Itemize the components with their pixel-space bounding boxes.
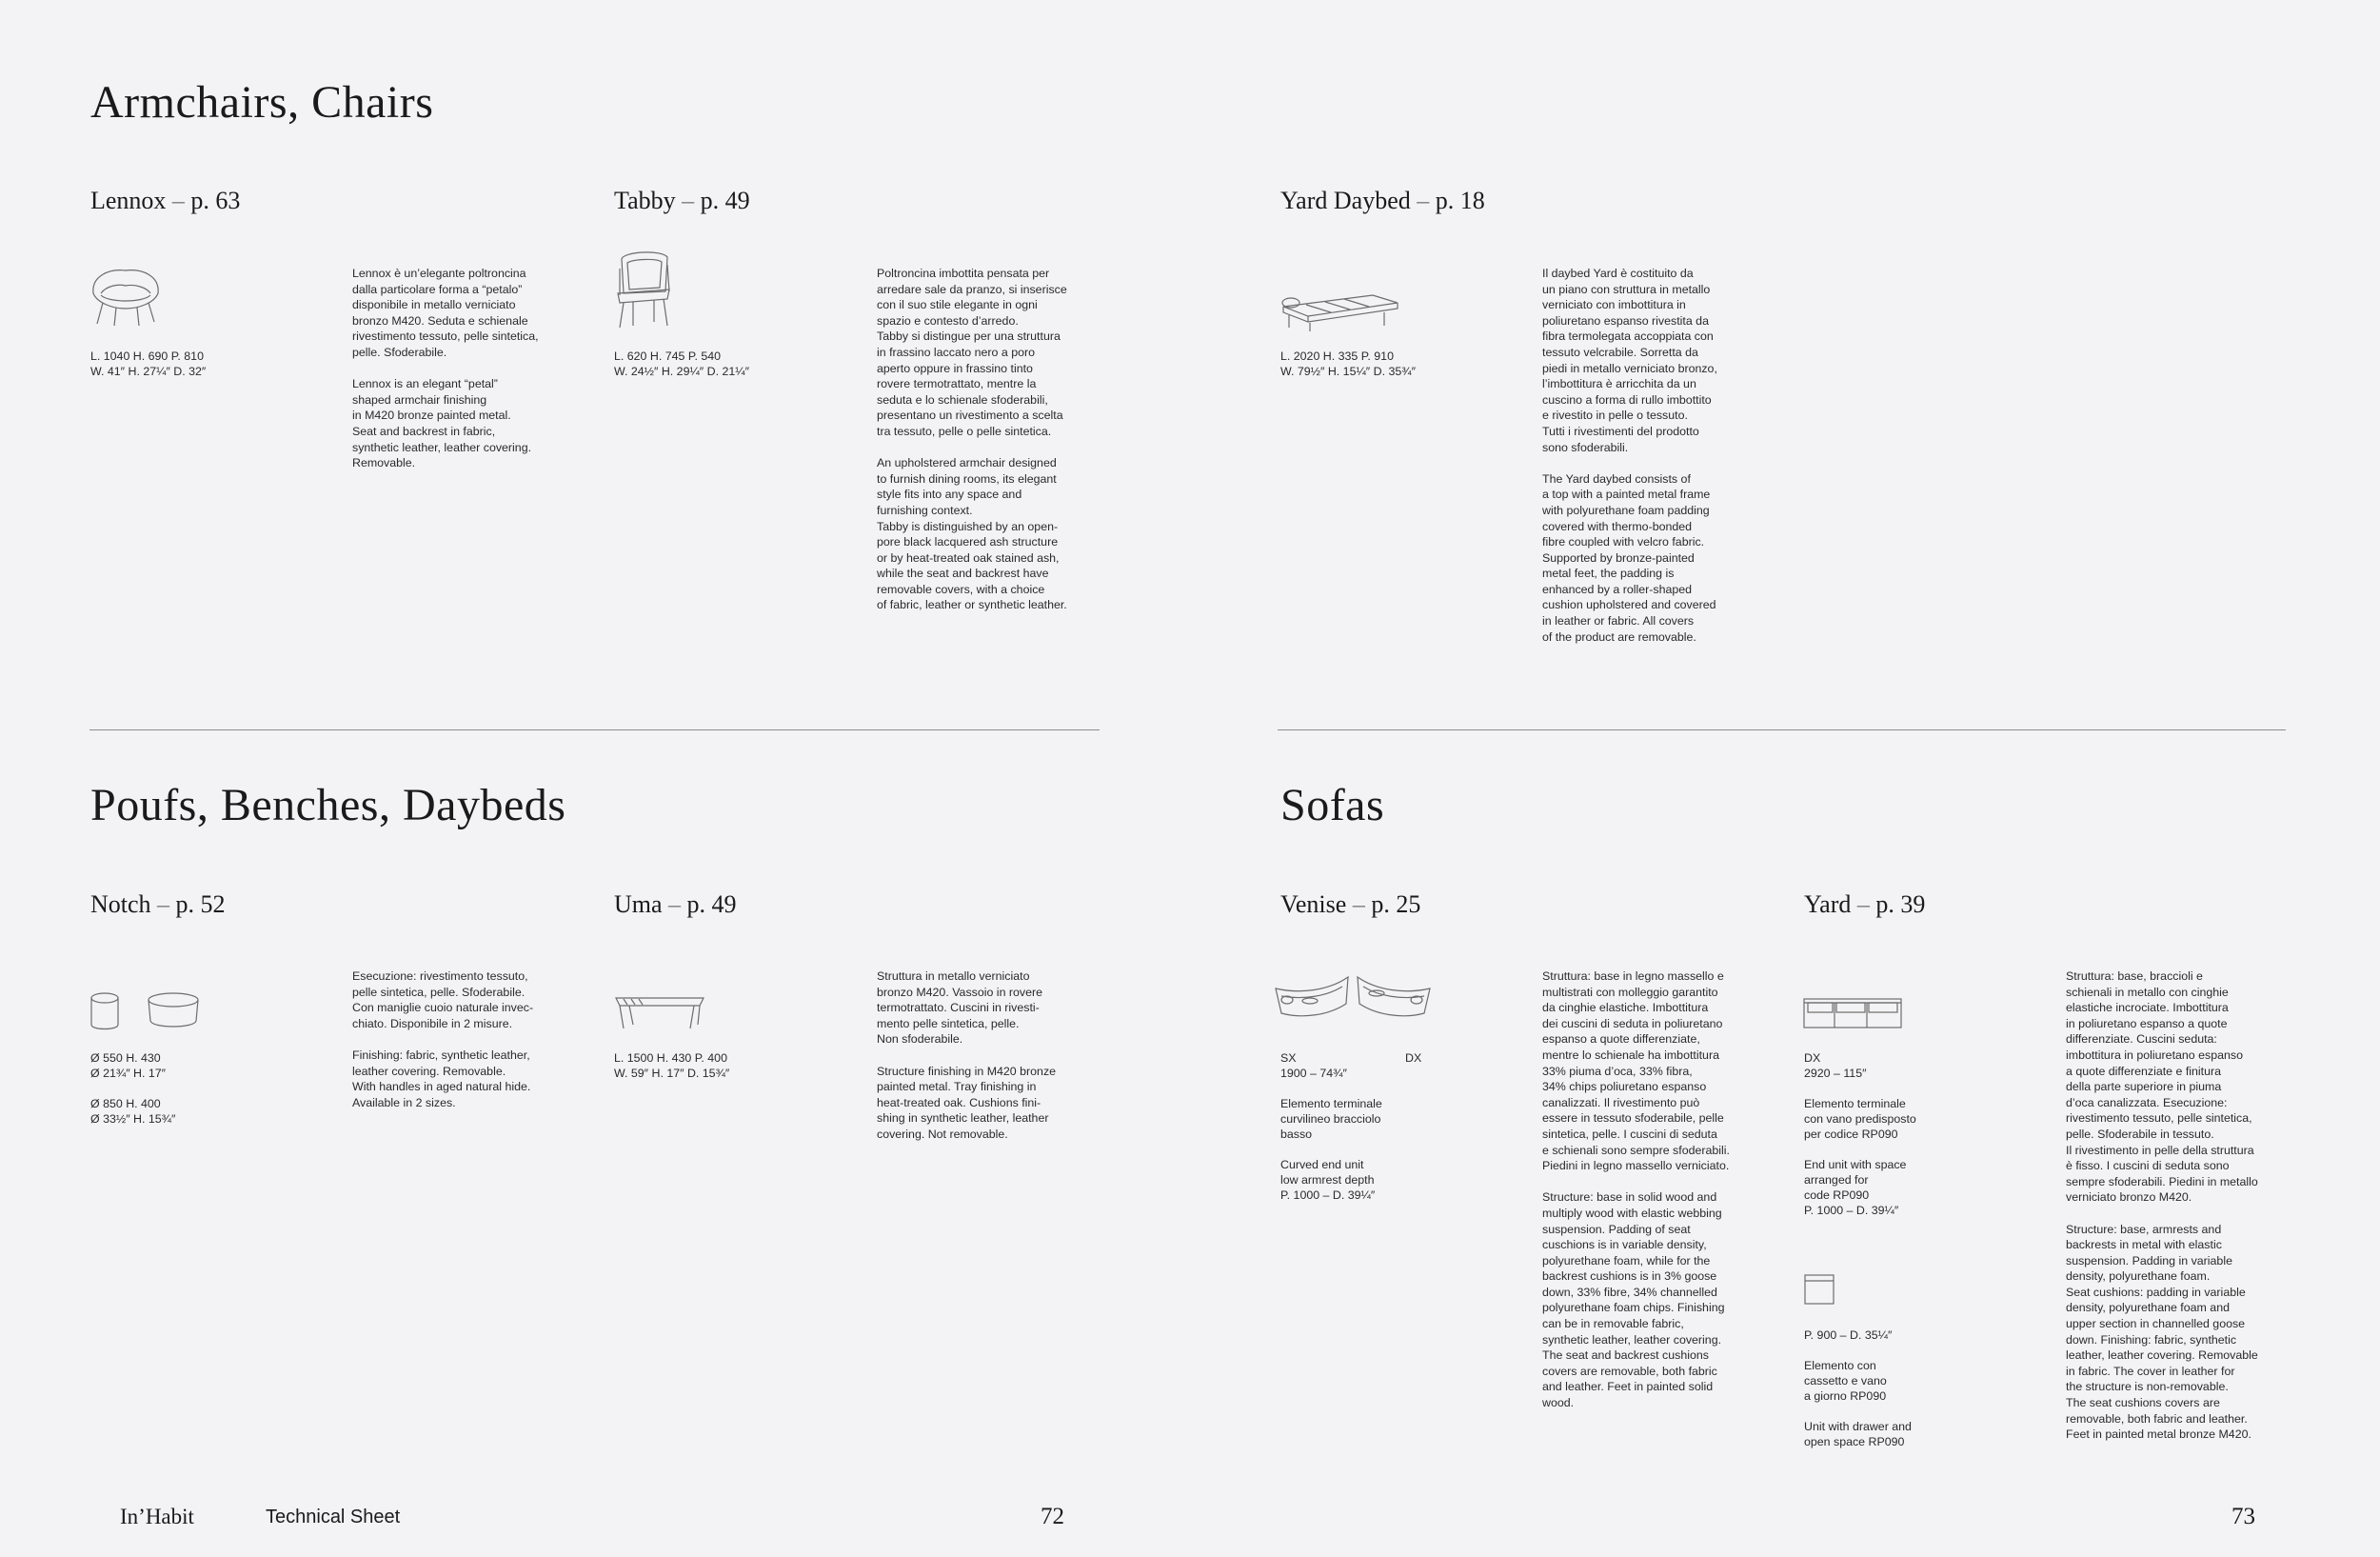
yard-daybed-dimensions: L. 2020 H. 335 P. 910 W. 79½″ H. 15¼″ D. 35¾″ <box>1280 349 1416 378</box>
lennox-armchair-drawing <box>88 265 164 328</box>
page-number-left: 72 <box>1041 1504 1064 1529</box>
yard-drawer-unit-dimensions: P. 900 – D. 35¼″ Elemento con cassetto e vano a giorno RP090 Unit with drawer and open space RP090 <box>1804 1328 1912 1448</box>
product-heading-uma <box>614 890 737 919</box>
uma-description: Struttura in metallo verniciato bronzo M420. Vassoio in rovere termotrattato. Cuscini in rivesti- mento pelle sintetica, pelle. Non sfoderabile. Structure finishing in M420 bronze painted metal. Tray finishing in heat-treated oak. Cushions fini- shing in synthetic leather, leather covering. Not removable. <box>877 969 1057 1141</box>
separator-dash: – <box>1856 890 1870 918</box>
yard-daybed-description: Il daybed Yard è costituito da un piano con struttura in metallo verniciato con imbottitura in poliuretano espanso rivestita da fibra termolegata accoppiata con tessuto velcrabile. Sorretta da piedi in metallo verniciato bronzo, l’imbottitura è arricchita da un cuscino a forma di rullo imbottito e rivestito in pelle o tessuto. Tutti i rivestimenti del prodotto sono sfoderabili. The Yard daybed consists of a top with a painted metal frame with polyurethane foam padding covered with thermo-bonded fibre coupled with velcro fabric. Supported by bronze-painted metal feet, the padding is enhanced by a roller-shaped cushion upholstered and covered in leather or fabric. All covers of the product are removable. <box>1542 267 1717 644</box>
separator-dash: – <box>171 187 185 214</box>
yard-daybed-drawing <box>1278 286 1401 333</box>
footer-brand-logo: In’Habit <box>120 1505 194 1528</box>
product-page-ref: p. 18 <box>1435 187 1485 214</box>
section-title-sofas: Sofas <box>1280 780 1385 830</box>
product-heading-yard-daybed <box>1280 187 1485 215</box>
yard-drawer-unit-drawing <box>1803 1273 1835 1306</box>
venise-label-sx: SX <box>1280 1051 1297 1065</box>
product-name: Tabby <box>614 187 676 214</box>
product-page-ref: p. 63 <box>190 187 241 214</box>
product-page-ref: p. 39 <box>1875 890 1926 918</box>
product-name: Notch <box>90 890 151 918</box>
lennox-dimensions: L. 1040 H. 690 P. 810 W. 41″ H. 27¼″ D. 32″ <box>90 349 207 378</box>
product-page-ref: p. 49 <box>700 187 750 214</box>
product-name: Venise <box>1280 890 1347 918</box>
product-heading-notch <box>90 890 226 919</box>
venise-dimensions: 1900 – 74¾″ Elemento terminale curvilineo bracciolo basso Curved end unit low armrest depth P. 1000 – D. 39¼″ <box>1280 1067 1382 1202</box>
venise-sofa-drawing <box>1272 971 1434 1028</box>
separator-dash: – <box>157 890 170 918</box>
notch-description: Esecuzione: rivestimento tessuto, pelle sintetica, pelle. Sfoderabile. Con maniglie cuoio naturale invec- chiato. Disponibile in 2 misure. Finishing: fabric, synthetic leather, leather covering. Removable. With handles in aged natural hide. Available in 2 sizes. <box>352 969 534 1109</box>
venise-description: Struttura: base in legno massello e multistrati con molleggio garantito da cinghie elastiche. Imbottitura dei cuscini di seduta in poliuretano espanso a quote differenziate, mentre lo schienale ha imbottitura 33% piuma d’oca, 33% fibra, 34% chips poliuretano espanso canalizzati. Il rivestimento può essere in tessuto sfoderabile, pelle sintetica, pelle. I cuscini di seduta e schienali sono sempre sfoderabili. Piedini in legno massello verniciato. Structure: base in solid wood and multiply wood with elastic webbing suspension. Padding of seat cuschions is in variable density, polyurethane foam, while for the backrest cushions is in 3% goose down, 33% fibre, 34% channelled polyurethane foam chips. Finishing can be in removable fabric, synthetic leather, leather covering. The seat and backrest cushions covers are removable, both fabric and leather. Feet in painted solid wood. <box>1542 969 1730 1410</box>
yard-end-unit-dimensions: DX 2920 – 115″ Elemento terminale con vano predisposto per codice RP090 End unit with space arranged for code RP090 P. 1000 – D. 39¼″ <box>1804 1051 1916 1217</box>
uma-dimensions: L. 1500 H. 430 P. 400 W. 59″ H. 17″ D. 15¾″ <box>614 1051 730 1080</box>
separator-dash: – <box>668 890 682 918</box>
venise-label-dx: DX <box>1405 1051 1422 1065</box>
tabby-dimensions: L. 620 H. 745 P. 540 W. 24½″ H. 29¼″ D. 21¼″ <box>614 349 749 378</box>
separator-dash: – <box>1417 187 1430 214</box>
yard-end-unit-drawing <box>1802 995 1903 1029</box>
separator-dash: – <box>682 187 695 214</box>
footer-label: Technical Sheet <box>266 1507 401 1527</box>
separator-dash: – <box>1352 890 1365 918</box>
notch-dimensions: Ø 550 H. 430 Ø 21¾″ H. 17″ Ø 850 H. 400 Ø 33½″ H. 15¾″ <box>90 1051 176 1126</box>
product-name: Lennox <box>90 187 167 214</box>
uma-bench-drawing <box>614 994 705 1032</box>
product-name: Uma <box>614 890 663 918</box>
product-heading-lennox <box>90 187 240 215</box>
product-heading-yard <box>1804 890 1925 919</box>
product-heading-venise <box>1280 890 1420 919</box>
notch-pouf-drawing <box>89 990 204 1034</box>
product-name: Yard Daybed <box>1280 187 1411 214</box>
product-page-ref: p. 52 <box>175 890 226 918</box>
page-number-right: 73 <box>2231 1504 2255 1529</box>
product-page-ref: p. 25 <box>1371 890 1421 918</box>
product-heading-tabby <box>614 187 750 215</box>
lennox-description: Lennox è un’elegante poltroncina dalla particolare forma a “petalo” disponibile in metallo verniciato bronzo M420. Seduta e schienale rivestimento tessuto, pelle sintetica, pelle. Sfoderabile. Lennox is an elegant “petal” shaped armchair finishing in M420 bronze painted metal. Seat and backrest in fabric, synthetic leather, leather covering. Removable. <box>352 267 539 470</box>
section-title-poufs: Poufs, Benches, Daybeds <box>90 780 566 830</box>
section-title-armchairs: Armchairs, Chairs <box>90 77 434 128</box>
divider-left <box>89 729 1100 730</box>
yard-description: Struttura: base, braccioli e schienali in metallo con cinghie elastiche incrociate. Imbottitura in poliuretano espanso a quote differenziate. Cuscini seduta: imbottitura in poliuretano espanso a quote differenziate e finitura della parte superiore in piuma d’oca canalizzata. Esecuzione: rivestimento tessuto, pelle sintetica, pelle. Sfoderabile in tessuto. Il rivestimento in pelle della struttura è fisso. I cuscini di seduta sono sempre sfoderabili. Piedini in metallo verniciato bronzo M420. Structure: base, armrests and backrests in metal with elastic suspension. Padding in variable density, polyurethane foam. Seat cushions: padding in variable density, polyurethane foam and upper section in channelled goose down. Finishing: fabric, synthetic leather, leather covering. Removable in fabric. The cover in leather for the structure is non-removable. The seat cushions covers are removable, both fabric and leather. Feet in painted metal bronze M420. <box>2066 969 2258 1442</box>
product-name: Yard <box>1804 890 1852 918</box>
product-page-ref: p. 49 <box>686 890 737 918</box>
tabby-chair-drawing <box>614 250 673 329</box>
divider-right <box>1278 729 2286 730</box>
tabby-description: Poltroncina imbottita pensata per arredare sale da pranzo, si inserisce con il suo stile elegante in ogni spazio e contesto d’arredo. Tabby si distingue per una struttura in frassino laccato nero a poro aperto oppure in frassino tinto rovere termotrattato, mentre la seduta e lo schienale sfoderabili, presentano un rivestimento a scelta tra tessuto, pelle o pelle sintetica. An upholstered armchair designed to furnish dining rooms, its elegant style fits into any space and furnishing context. Tabby is distinguished by an open- pore black lacquered ash structure or by heat-treated oak stained ash, while the seat and backrest have removable covers, with a choice of fabric, leather or synthetic leather. <box>877 267 1067 612</box>
